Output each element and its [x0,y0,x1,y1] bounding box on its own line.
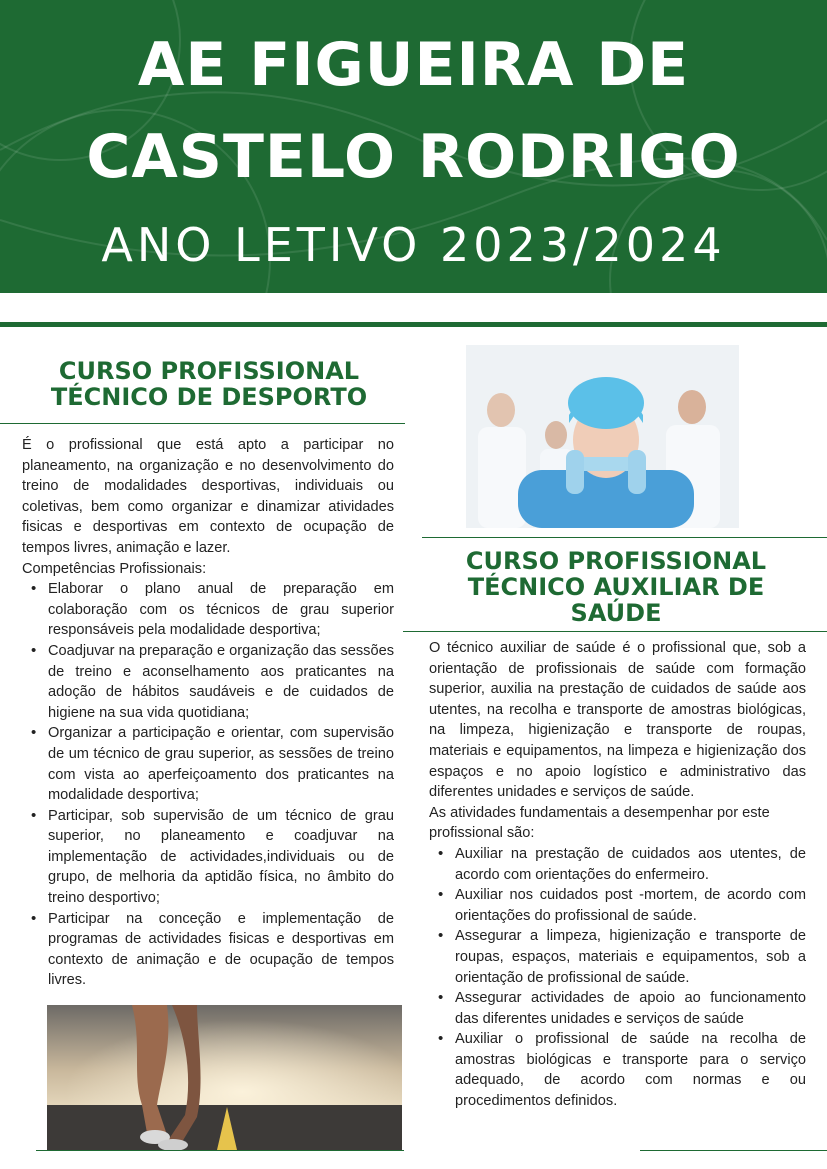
right-intro: O técnico auxiliar de saúde é o profissional que, sob a orientação de profissionais de saúde com formação superior, auxilia na prestação de cuidados de saúde aos utentes, na recolha e transporte de amostras biológicas, na limpeza, higienização e transporte de roupas, materiais e equipamentos, na limpeza e higienização dos espaços e no apoio logístico e administrativo das diferentes unidades e serviços de saúde. [429,640,806,801]
header-banner [0,0,827,293]
left-competences-list [22,579,394,991]
right-title-divider [403,631,827,632]
header-subtitle: ANO LETIVO 2023/2024 [101,218,726,272]
right-title-line-2: TÉCNICO AUXILIAR DE [467,573,765,601]
left-title-line-1: CURSO PROFISSIONAL [58,357,360,385]
right-section-title [420,548,812,626]
right-title-line-3: SAÚDE [570,599,662,627]
left-intro: É o profissional que está apto a participar no planeamento, na organização e no desenvolvimento do treino de modalidades desportivas, individuais ou coletivas, bem como organizar e dinamizar atividades fisicas e desportivas em contexto de ocupação de tempos livres, animação e lazer. [22,437,394,556]
list-item: • Coadjuvar na preparação e organização das sessões de treino e aconselhamento aos praticantes na adoção de hábitos saudáveis e de cuidados de higiene na sua vida quotidiana; [22,641,394,723]
right-activities-list [429,844,806,1112]
runner-on-road-photo [47,1005,402,1150]
left-title-divider [0,423,405,424]
list-item: • Participar, sob supervisão de um técnico de grau superior, no planeamento e coadjuvar na implementação de actividades,individuais ou de grupo, de melhoria da aptidão física, no âmbito do treino desportivo; [22,806,394,909]
left-list-heading: Competências Profissionais: [22,560,207,577]
header-title-line-2: CASTELO RODRIGO [86,122,741,192]
list-item: • Elaborar o plano anual de preparação em colaboração com os técnicos de grau superior responsáveis pela modalidade desportiva; [22,579,394,641]
left-section-title [18,358,400,410]
left-title-line-2: TÉCNICO DE DESPORTO [50,383,368,411]
right-bottom-divider [640,1150,827,1151]
left-body [22,435,394,991]
list-item: • Auxiliar nos cuidados post -mortem, de acordo com orientações do profissional de saúde. [429,885,806,926]
left-bottom-divider [36,1150,404,1151]
list-item: • Assegurar a limpeza, higienização e transporte de roupas, espaços, materiais e equipamentos, sob a orientação de profissional de saúde. [429,926,806,988]
header-title-line-1: AE FIGUEIRA DE [137,30,690,100]
health-professionals-photo [466,345,739,528]
right-body [429,638,806,1112]
list-item: • Auxiliar o profissional de saúde na recolha de amostras biológicas e transporte para o serviço adequado, de acordo com normas e ou procedimentos definidos. [429,1029,806,1111]
right-top-divider [422,537,827,538]
list-item: • Auxiliar na prestação de cuidados aos utentes, de acordo com orientações do enfermeiro. [429,844,806,885]
list-item: • Participar na conceção e implementação de programas de actividades fisicas e desportivas em contexto de animação e de ocupação de tempos livres. [22,909,394,991]
list-item: • Assegurar actividades de apoio ao funcionamento das diferentes unidades e serviços de saúde [429,988,806,1029]
right-title-line-1: CURSO PROFISSIONAL [465,547,767,575]
header-divider [0,322,827,327]
right-list-heading: As atividades fundamentais a desempenhar por este profissional são: [429,804,770,842]
list-item: • Organizar a participação e orientar, com supervisão de um técnico de grau superior, as sessões de treino com vista ao aperfeiçoamento dos praticantes na modalidade desportiva; [22,723,394,805]
